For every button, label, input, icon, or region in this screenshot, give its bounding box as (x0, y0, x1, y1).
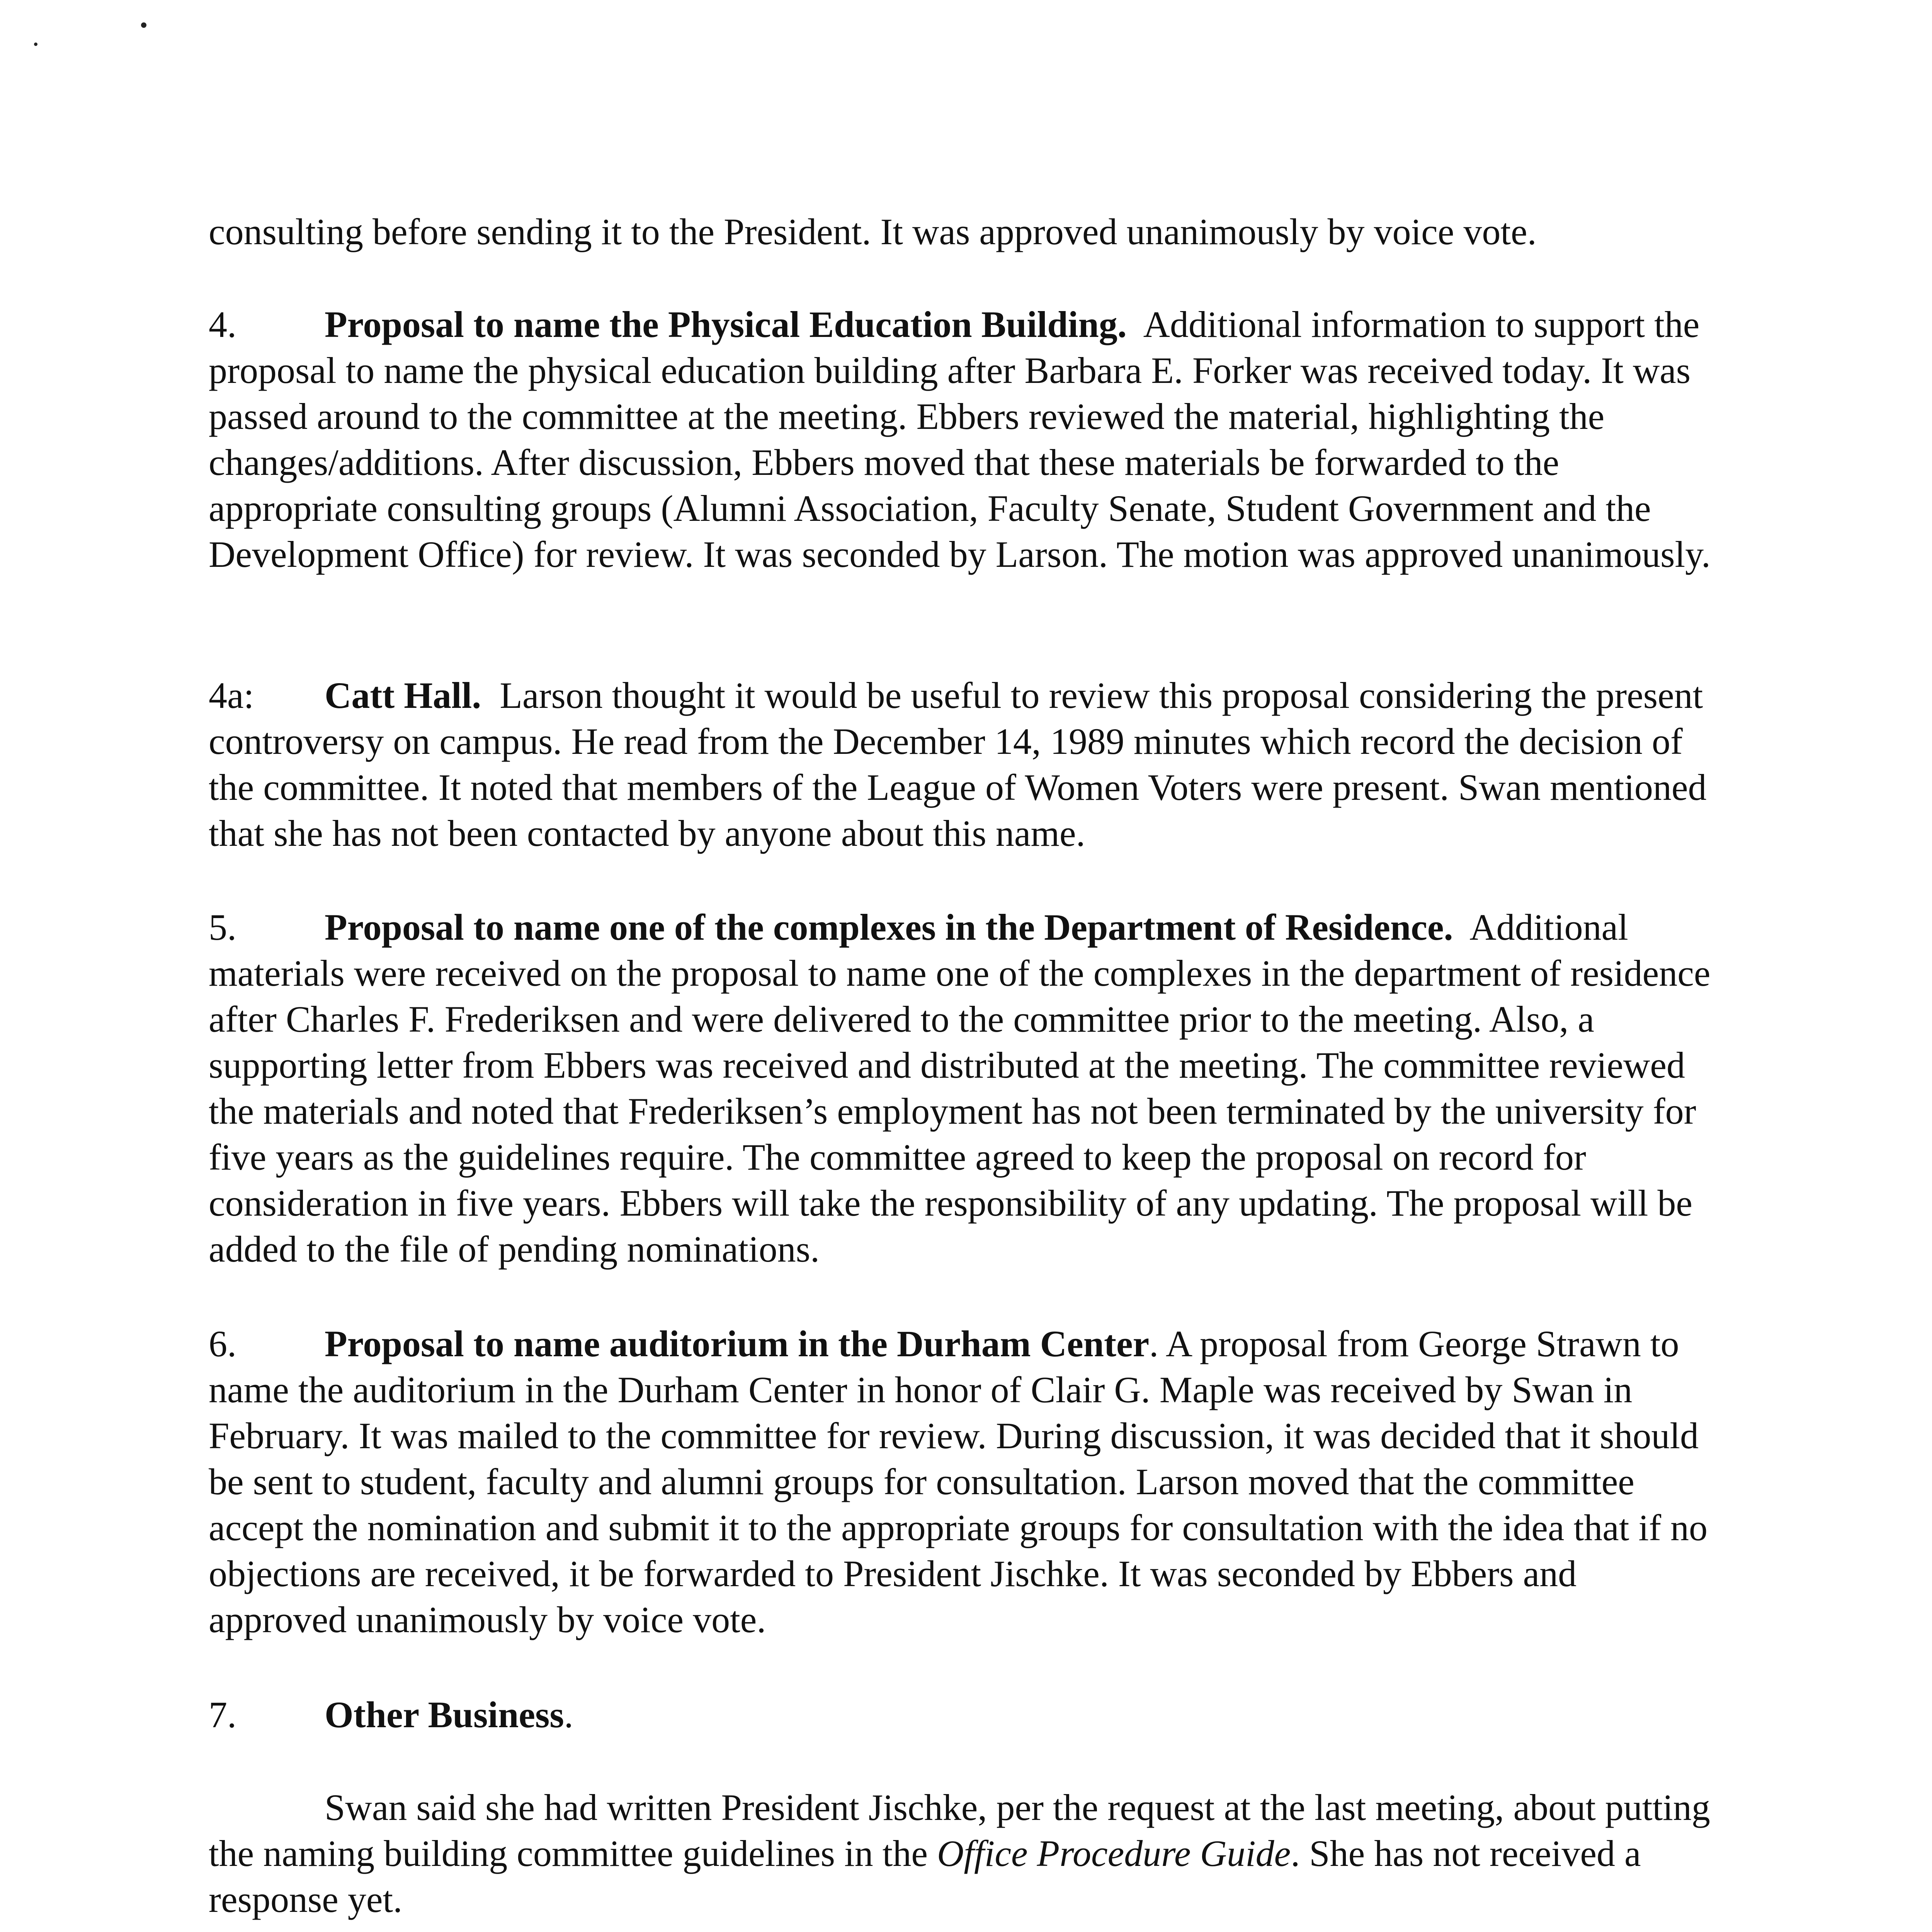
minutes-item-4a (209, 672, 1716, 856)
item-number: 6. (209, 1323, 236, 1364)
item-text: Larson thought it would be useful to review this proposal considering the present controversy on campus. He read from the December 14, 1989 minutes which record the decision of the committee. It noted that members of the League of Women Voters were present. Swan mentioned that she has not been contacted by anyone about this name. (209, 675, 1707, 854)
minutes-item-4 (209, 301, 1716, 577)
minutes-item-5 (209, 904, 1716, 1272)
item-number: 5. (209, 906, 236, 948)
item-number: 7. (209, 1694, 236, 1735)
item-heading: Proposal to name the Physical Education Building. (325, 304, 1127, 345)
continuation-block (209, 209, 1716, 255)
para-text: Swan said she had written President Jischke, per the request at the last meeting, about putting the naming building committee guidelines in the (209, 1787, 1710, 1874)
item-heading: Proposal to name auditorium in the Durham Center (325, 1323, 1150, 1364)
item-text: Additional materials were received on the proposal to name one of the complexes in the department of residence after Charles F. Frederiksen and were delivered to the committee prior to the meeting. Also, a supporting letter from Ebbers was received and distributed at the meeting. The committee reviewed the materials and noted that Frederiksen’s employment has not been terminated by the university for five years as the guidelines require. The committee agreed to keep the proposal on record for consideration in five years. Ebbers will take the responsibility of any updating. The proposal will be added to the file of pending nominations. (209, 906, 1711, 1270)
italic-title: Office Procedure Guide (937, 1833, 1291, 1874)
item-heading: Proposal to name one of the complexes in the Department of Residence. (325, 906, 1453, 948)
item-heading: Other Business (325, 1694, 564, 1735)
item-number: 4. (209, 304, 236, 345)
minutes-item-7 (209, 1692, 1716, 1738)
continuation-text: consulting before sending it to the President. It was approved unanimously by voice vote. (209, 211, 1537, 252)
item-text: Additional information to support the proposal to name the physical education building after Barbara E. Forker was received today. It was passed around to the committee at the meeting. Ebbers reviewed the material, highlighting the changes/additions. After discussion, Ebbers moved that these materials be forwarded to the appropriate consulting groups (Alumni Association, Faculty Senate, Student Government and the Development Office) for review. It was seconded by Larson. The motion was approved unanimously. (209, 304, 1711, 575)
item-number: 4a: (209, 675, 254, 716)
item-text: . A proposal from George Strawn to name the auditorium in the Durham Center in honor of Clair G. Maple was received by Swan in February. It was mailed to the committee for review. During discussion, it was decided that it should be sent to student, faculty and alumni groups for consultation. Larson moved that the committee accept the nomination and submit it to the appropriate groups for consultation with the idea that if no objections are received, it be forwarded to President Jischke. It was seconded by Ebbers and approved unanimously by voice vote. (209, 1323, 1708, 1640)
other-business-para-1 (209, 1784, 1716, 1922)
item-heading: Catt Hall. (325, 675, 481, 716)
scan-speck (141, 22, 146, 28)
item-text: . (564, 1694, 573, 1735)
scan-speck (34, 43, 37, 46)
para-text: . She has not received a response yet. (209, 1833, 1641, 1920)
minutes-item-6 (209, 1321, 1716, 1643)
